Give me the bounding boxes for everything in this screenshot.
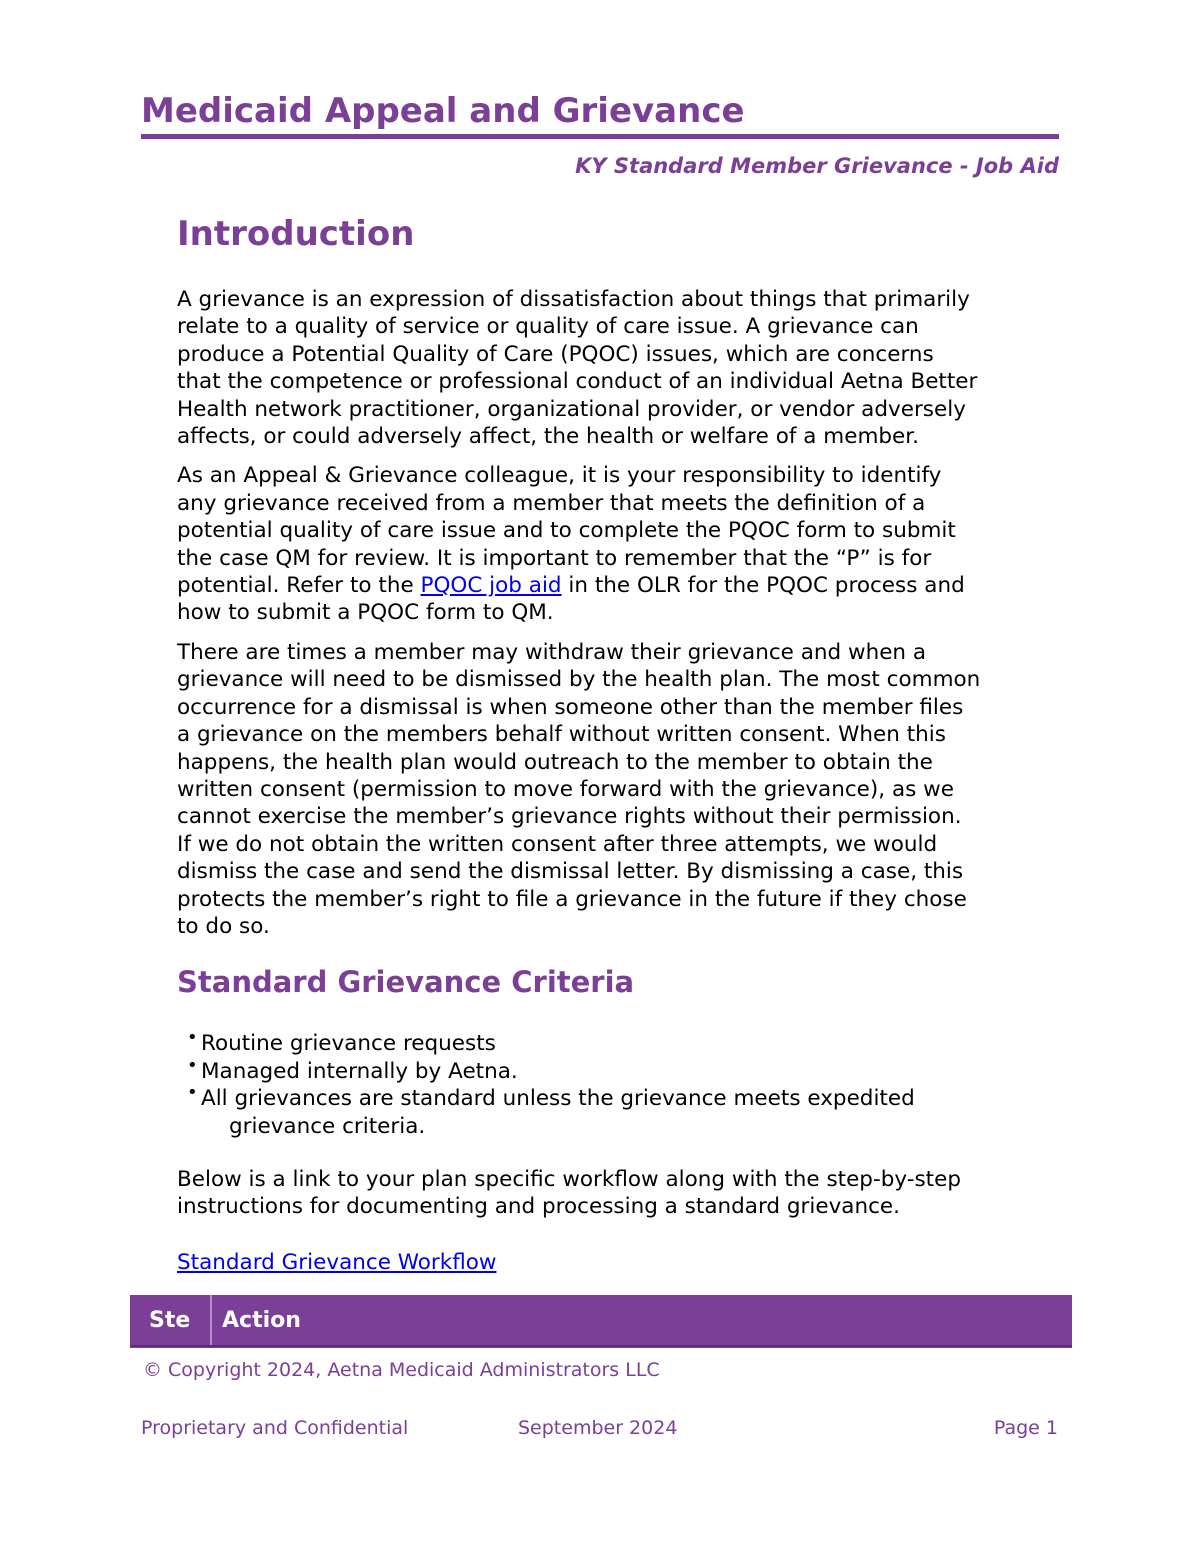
document-title: Medicaid Appeal and Grievance (141, 91, 745, 131)
text-line: affects, or could adversely affect, the health or welfare of a member. (177, 424, 919, 450)
footer-confidentiality: Proprietary and Confidential (141, 1417, 409, 1439)
step-column-header: Ste (130, 1295, 212, 1345)
standard-grievance-workflow-link[interactable]: Standard Grievance Workflow (177, 1249, 497, 1275)
text-segment: potential. Refer to the (177, 573, 421, 599)
text-line: that the competence or professional conduct of an individual Aetna Better (177, 369, 978, 395)
text-line: instructions for documenting and processing a standard grievance. (177, 1194, 900, 1220)
text-line: grievance will need to be dismissed by the health plan. The most common (177, 667, 981, 693)
list-item (187, 1027, 1067, 1057)
document-subtitle: KY Standard Member Grievance - Job Aid (575, 154, 1059, 178)
list-item-text: Routine grievance requests (201, 1031, 496, 1057)
text-line: Below is a link to your plan specific workflow along with the step-by-step (177, 1166, 961, 1192)
text-line: to do so. (177, 913, 270, 939)
title-rule (141, 134, 1059, 139)
introduction-heading: Introduction (177, 214, 415, 254)
bullet-icon: • (187, 1027, 198, 1049)
text-line: dismiss the case and send the dismissal letter. By dismissing a case, this (177, 859, 964, 885)
footer-copyright: © Copyright 2024, Aetna Medicaid Administrators LLC (143, 1359, 660, 1381)
steps-table-header (130, 1295, 1072, 1347)
list-item-text: Managed internally by Aetna. (201, 1058, 518, 1084)
text-line: There are times a member may withdraw their grievance and when a (177, 639, 927, 665)
list-item (187, 1082, 1067, 1140)
text-line: If we do not obtain the written consent after three attempts, we would (177, 831, 938, 857)
text-line: produce a Potential Quality of Care (PQOC) issues, which are concerns (177, 341, 934, 367)
text-line: happens, the health plan would outreach to the member to obtain the (177, 749, 933, 775)
text-line: protects the member’s right to file a grievance in the future if they chose (177, 886, 967, 912)
bullet-icon: • (187, 1082, 198, 1104)
text-line (177, 572, 1067, 599)
text-line: As an Appeal & Grievance colleague, it is your responsibility to identify (177, 463, 942, 489)
intro-paragraph-2 (177, 462, 1067, 626)
intro-paragraph-1 (177, 286, 1067, 450)
text-line: cannot exercise the member’s grievance rights without their permission. (177, 804, 962, 830)
text-line: a grievance on the members behalf without written consent. When this (177, 722, 946, 748)
text-line: how to submit a PQOC form to QM. (177, 600, 554, 626)
action-column-header: Action (222, 1307, 301, 1333)
footer-page-number: Page 1 (993, 1417, 1058, 1439)
list-item-text: All grievances are standard unless the grievance meets expedited (201, 1086, 915, 1112)
text-line: potential quality of care issue and to complete the PQOC form to submit (177, 518, 956, 544)
criteria-list (177, 1027, 1067, 1140)
text-line: the case QM for review. It is important to remember that the “P” is for (177, 545, 932, 571)
text-segment: in the OLR for the PQOC process and (561, 573, 965, 599)
list-item-text-continued: grievance criteria. (229, 1113, 426, 1139)
criteria-heading: Standard Grievance Criteria (177, 965, 635, 1000)
pqoc-job-aid-link[interactable]: PQOC job aid (420, 573, 562, 599)
text-line: A grievance is an expression of dissatisfaction about things that primarily (177, 287, 970, 312)
text-line: relate to a quality of service or quality of care issue. A grievance can (177, 314, 919, 340)
table-bottom-rule (130, 1347, 1072, 1348)
intro-paragraph-3 (177, 639, 1067, 940)
list-item (187, 1054, 1067, 1085)
text-line: written consent (permission to move forward with the grievance), as we (177, 776, 954, 802)
text-line: Health network practitioner, organizational provider, or vendor adversely (177, 396, 966, 422)
text-line: occurrence for a dismissal is when someone other than the member files (177, 694, 964, 720)
bullet-icon: • (187, 1054, 198, 1076)
main-content (177, 210, 1067, 1277)
footer-date: September 2024 (518, 1417, 678, 1439)
text-line: any grievance received from a member that meets the definition of a (177, 490, 926, 516)
workflow-intro-paragraph (177, 1166, 1067, 1221)
